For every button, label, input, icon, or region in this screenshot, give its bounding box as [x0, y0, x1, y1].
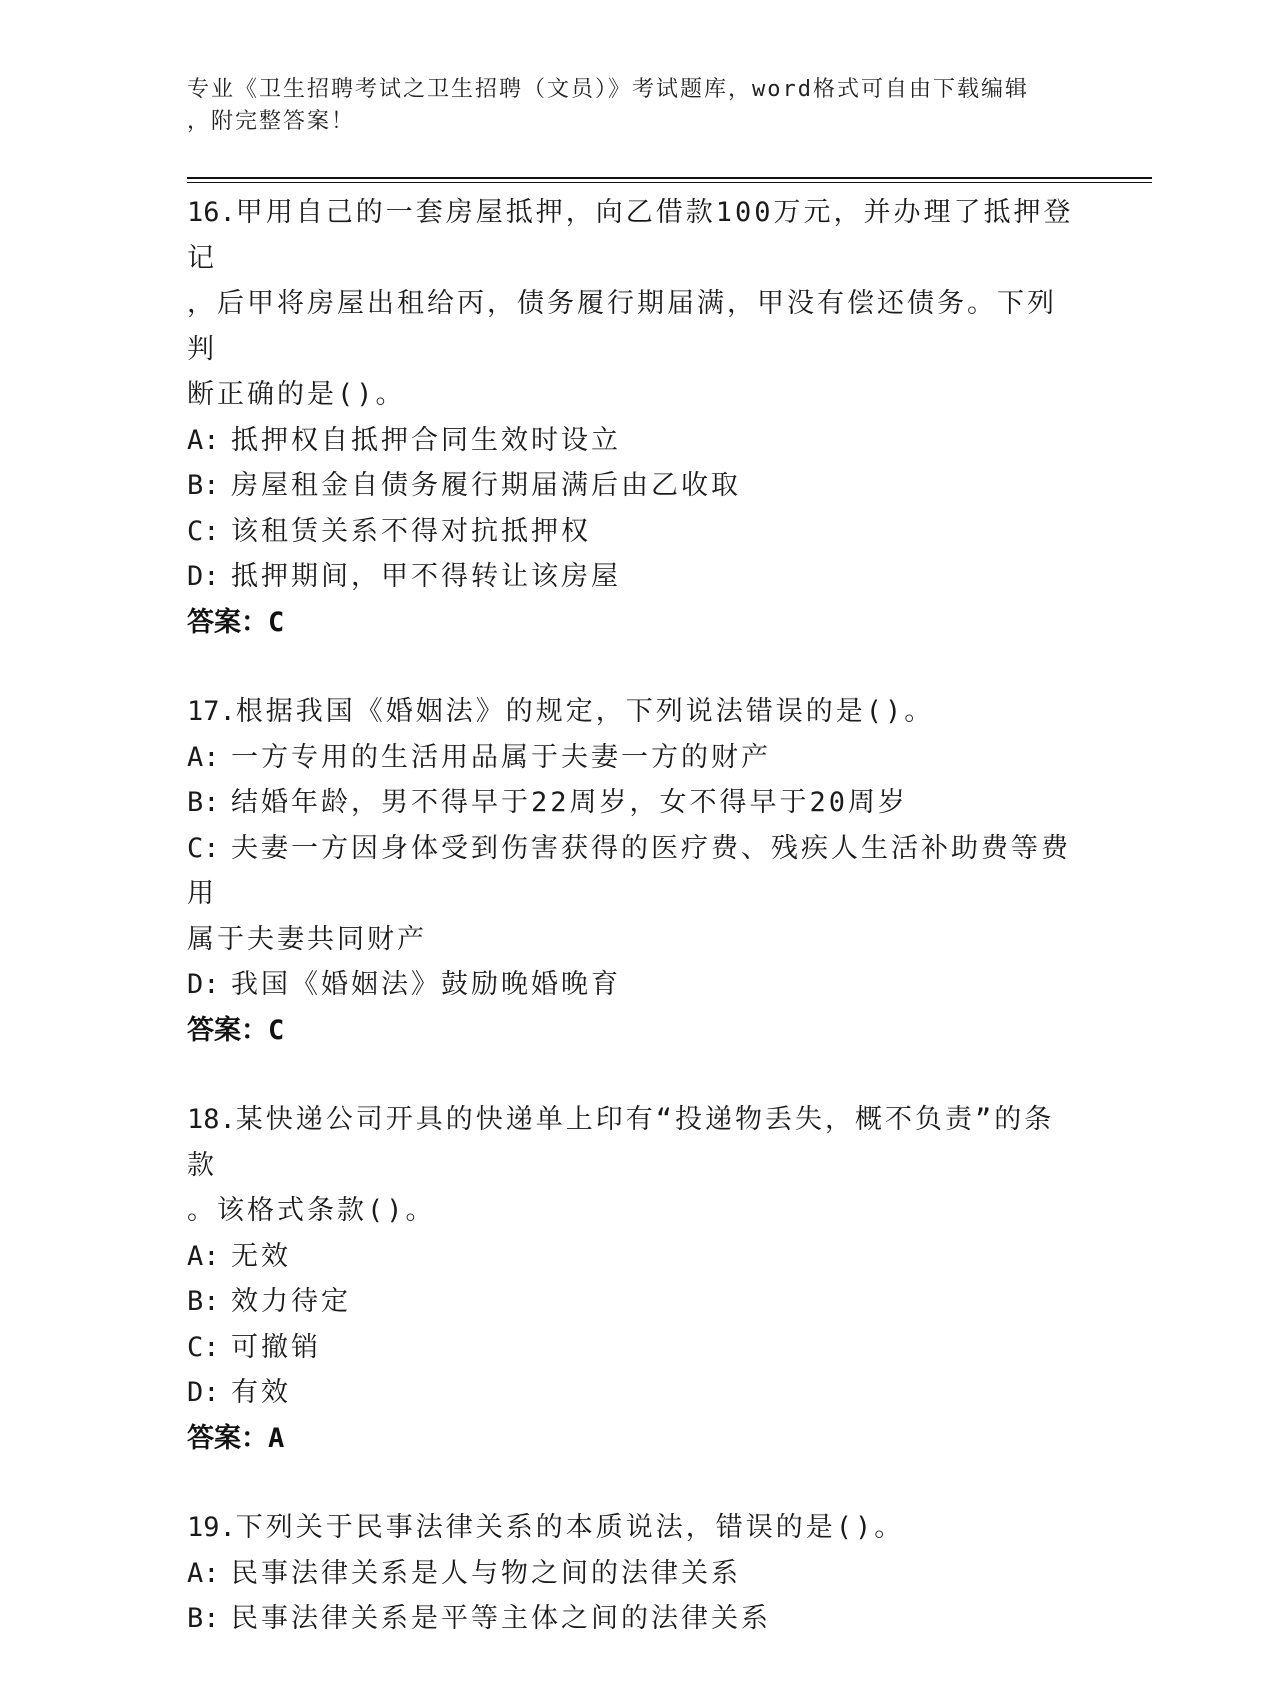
- header-line-1: 专业《卫生招聘考试之卫生招聘（文员）》考试题库，word格式可自由下载编辑: [187, 77, 1029, 102]
- option-letter: B:: [187, 1286, 220, 1317]
- stem-line: 某快递公司开具的快递单上印有“投递物丢失，概不负责”的条款: [187, 1104, 1055, 1181]
- answer-label: 答案：: [187, 1014, 268, 1046]
- question-number: 16.: [187, 197, 236, 228]
- option-b: [187, 1596, 1082, 1642]
- option-letter: D:: [187, 969, 220, 1000]
- option-letter: B:: [187, 470, 220, 501]
- option-a: [187, 1234, 1082, 1280]
- answer-label: 答案：: [187, 1422, 268, 1454]
- option-text: 效力待定: [231, 1286, 351, 1317]
- option-c-continuation: 属于夫妻共同财产: [187, 923, 427, 955]
- option-letter: C:: [187, 515, 220, 547]
- answer-label: 答案：: [187, 606, 268, 638]
- option-a: [187, 735, 1082, 781]
- option-letter: D:: [187, 561, 220, 592]
- answer-line: [187, 600, 1082, 646]
- option-text: 抵押期间，甲不得转让该房屋: [231, 561, 621, 592]
- option-c: [187, 826, 1082, 917]
- option-a: [187, 1551, 1082, 1597]
- option-text: 该租赁关系不得对抗抵押权: [231, 515, 591, 547]
- option-letter: B:: [187, 1603, 220, 1634]
- answer-line: [187, 1416, 1082, 1462]
- question-number: 17.: [187, 696, 236, 727]
- option-c: [187, 1325, 1082, 1371]
- question-stem: [187, 190, 1082, 281]
- question-stem: [187, 1097, 1082, 1188]
- question-16: [187, 190, 1082, 645]
- option-c: [187, 509, 1082, 555]
- question-list: [187, 190, 1082, 1686]
- option-text: 房屋租金自债务履行期届满后由乙收取: [231, 470, 741, 501]
- option-d: [187, 962, 1082, 1008]
- header-divider-thick: [187, 177, 1152, 179]
- option-b: [187, 1279, 1082, 1325]
- stem-line: 根据我国《婚姻法》的规定，下列说法错误的是()。: [235, 696, 935, 727]
- option-letter: C:: [187, 832, 220, 864]
- answer-line: [187, 1008, 1082, 1054]
- option-b: [187, 780, 1082, 826]
- stem-line: 甲用自己的一套房屋抵押，向乙借款100万元，并办理了抵押登记: [187, 197, 1074, 274]
- header-line-2: ，附完整答案！: [187, 109, 356, 134]
- option-text: 一方专用的生活用品属于夫妻一方的财产: [231, 741, 771, 773]
- option-letter: C:: [187, 1331, 220, 1363]
- option-letter: A:: [187, 1557, 220, 1589]
- answer-value: C: [268, 606, 285, 638]
- option-text: 有效: [231, 1377, 291, 1408]
- question-17: [187, 689, 1082, 1053]
- question-number: 18.: [187, 1104, 236, 1135]
- document-header: [187, 74, 1067, 138]
- option-text: 夫妻一方因身体受到伤害获得的医疗费、残疾人生活补助费等费用: [187, 832, 1071, 909]
- question-stem: [187, 689, 1082, 735]
- stem-line: ，后甲将房屋出租给丙，债务履行期届满，甲没有偿还债务。下列判: [187, 288, 1057, 365]
- option-letter: D:: [187, 1377, 220, 1408]
- stem-line: 。该格式条款()。: [187, 1195, 436, 1226]
- answer-value: C: [268, 1014, 285, 1046]
- question-18: [187, 1097, 1082, 1461]
- option-text: 抵押权自抵押合同生效时设立: [231, 424, 621, 456]
- option-text: 无效: [231, 1240, 291, 1272]
- header-divider-thin: [187, 182, 1152, 183]
- option-text: 我国《婚姻法》鼓励晚婚晚育: [231, 969, 621, 1000]
- option-letter: B:: [187, 787, 220, 818]
- option-letter: A:: [187, 424, 220, 456]
- stem-line: 断正确的是()。: [187, 379, 406, 410]
- option-letter: A:: [187, 1240, 220, 1272]
- option-a: [187, 418, 1082, 464]
- question-19: [187, 1505, 1082, 1642]
- option-letter: A:: [187, 741, 220, 773]
- option-b: [187, 463, 1082, 509]
- option-d: [187, 1370, 1082, 1416]
- question-stem: [187, 1505, 1082, 1551]
- answer-value: A: [268, 1422, 285, 1454]
- option-text: 民事法律关系是平等主体之间的法律关系: [231, 1603, 771, 1634]
- option-text: 可撤销: [231, 1331, 321, 1363]
- option-text: 结婚年龄，男不得早于22周岁，女不得早于20周岁: [231, 787, 909, 818]
- option-d: [187, 554, 1082, 600]
- option-text: 民事法律关系是人与物之间的法律关系: [231, 1557, 741, 1589]
- question-number: 19.: [187, 1512, 236, 1543]
- stem-line: 下列关于民事法律关系的本质说法，错误的是()。: [235, 1512, 905, 1543]
